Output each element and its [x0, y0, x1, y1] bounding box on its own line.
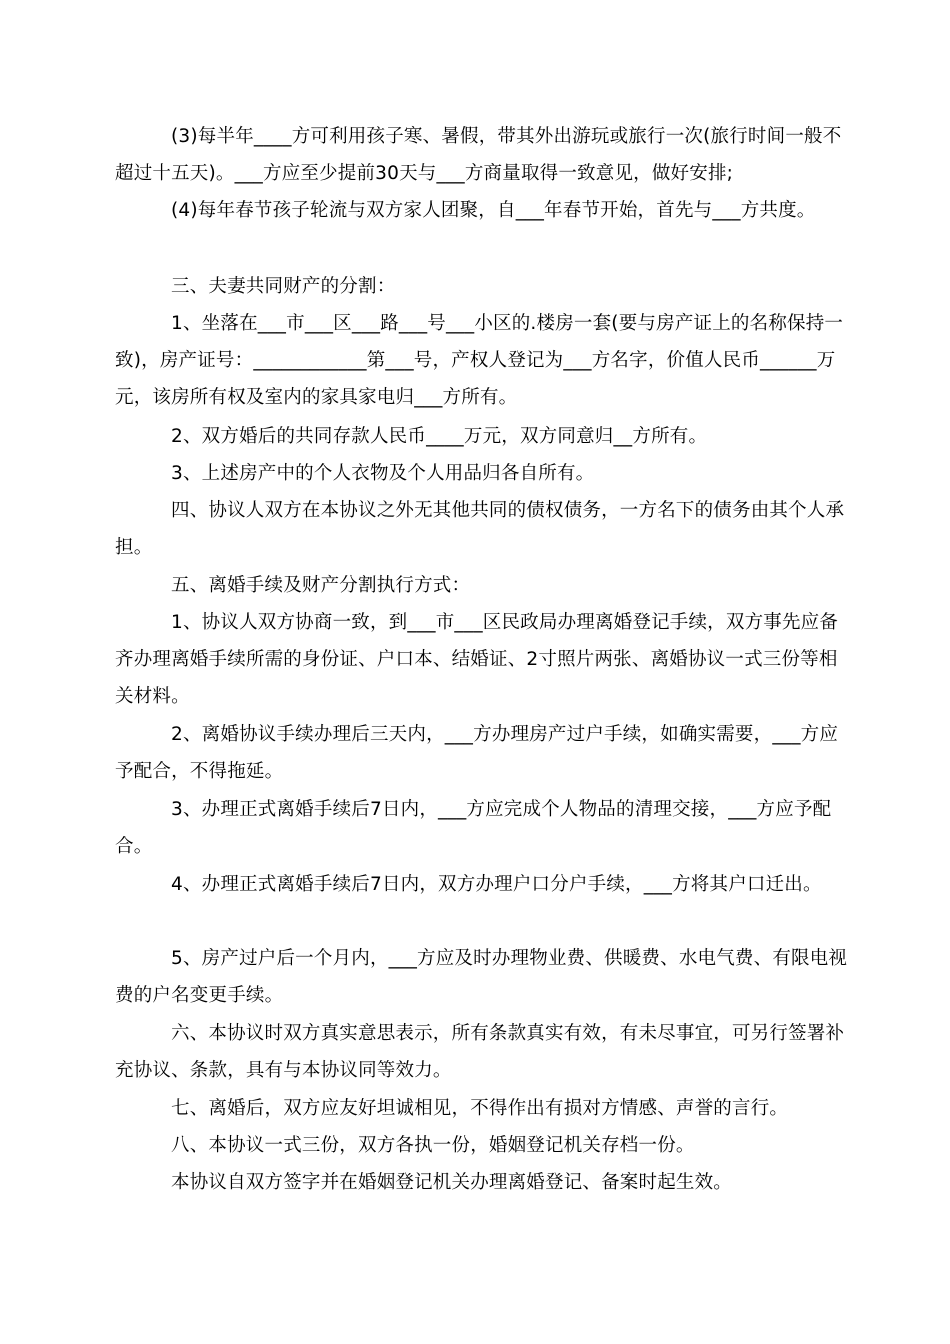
- paragraph-copies: 八、本协议一式三份，双方各执一份，婚姻登记机关存档一份。: [171, 1135, 695, 1156]
- heading-property-division: 三、夫妻共同财产的分割：: [171, 276, 396, 297]
- paragraph-effective-date: 本协议自双方签字并在婚姻登记机关办理离婚登记、备案时起生效。: [171, 1172, 733, 1193]
- paragraph-property-deposit: 2、双方婚后的共同存款人民币____万元，双方同意归__方所有。: [171, 426, 708, 447]
- paragraph-procedure-house-transfer: 2、离婚协议手续办理后三天内，___方办理房产过户手续，如确实需要，___方应予配合，不得拖延。: [115, 724, 839, 782]
- paragraph-custody-spring-festival: (4)每年春节孩子轮流与双方家人团聚，自___年春节开始，首先与___方共度。: [171, 200, 816, 221]
- paragraph-procedure-belongings: 3、办理正式离婚手续后7日内，___方应完成个人物品的清理交接，___方应予配合。: [115, 799, 832, 857]
- paragraph-property-personal-items: 3、上述房产中的个人衣物及个人用品归各自所有。: [171, 463, 595, 484]
- paragraph-conduct-after-divorce: 七、离婚后，双方应友好坦诚相见，不得作出有损对方情感、声誉的言行。: [171, 1098, 789, 1119]
- paragraph-debts: 四、协议人双方在本协议之外无其他共同的债权债务，一方名下的债务由其个人承担。: [115, 500, 845, 558]
- paragraph-supplementary-agreement: 六、本协议时双方真实意思表示，所有条款真实有效，有未尽事宜，可另行签署补充协议、条款，具有与本协议同等效力。: [115, 1023, 845, 1081]
- heading-divorce-procedure: 五、离婚手续及财产分割执行方式：: [171, 575, 471, 596]
- paragraph-procedure-registration: 1、协议人双方协商一致，到___市___区民政局办理离婚登记手续，双方事先应备齐办理离婚手续所需的身份证、户口本、结婚证、2寸照片两张、离婚协议一式三份等相关材料。: [115, 612, 839, 707]
- paragraph-procedure-utilities: 5、房产过户后一个月内，___方应及时办理物业费、供暖费、水电气费、有限电视费的户名变更手续。: [115, 948, 848, 1006]
- paragraph-procedure-household-registration: 4、办理正式离婚手续后7日内，双方办理户口分户手续，___方将其户口迁出。: [171, 874, 822, 895]
- paragraph-property-house: 1、坐落在___市___区___路___号___小区的.楼房一套(要与房产证上的名称保持一致)，房产证号：____________第___号，产权人登记为___方名字，价值人民币______万元，该房所有权及室内的家具家电归___方所有。: [115, 313, 844, 408]
- paragraph-custody-holiday: (3)每半年____方可利用孩子寒、暑假，带其外出游玩或旅行一次(旅行时间一般不超过十五天)。___方应至少提前30天与___方商量取得一致意见，做好安排;: [115, 126, 842, 184]
